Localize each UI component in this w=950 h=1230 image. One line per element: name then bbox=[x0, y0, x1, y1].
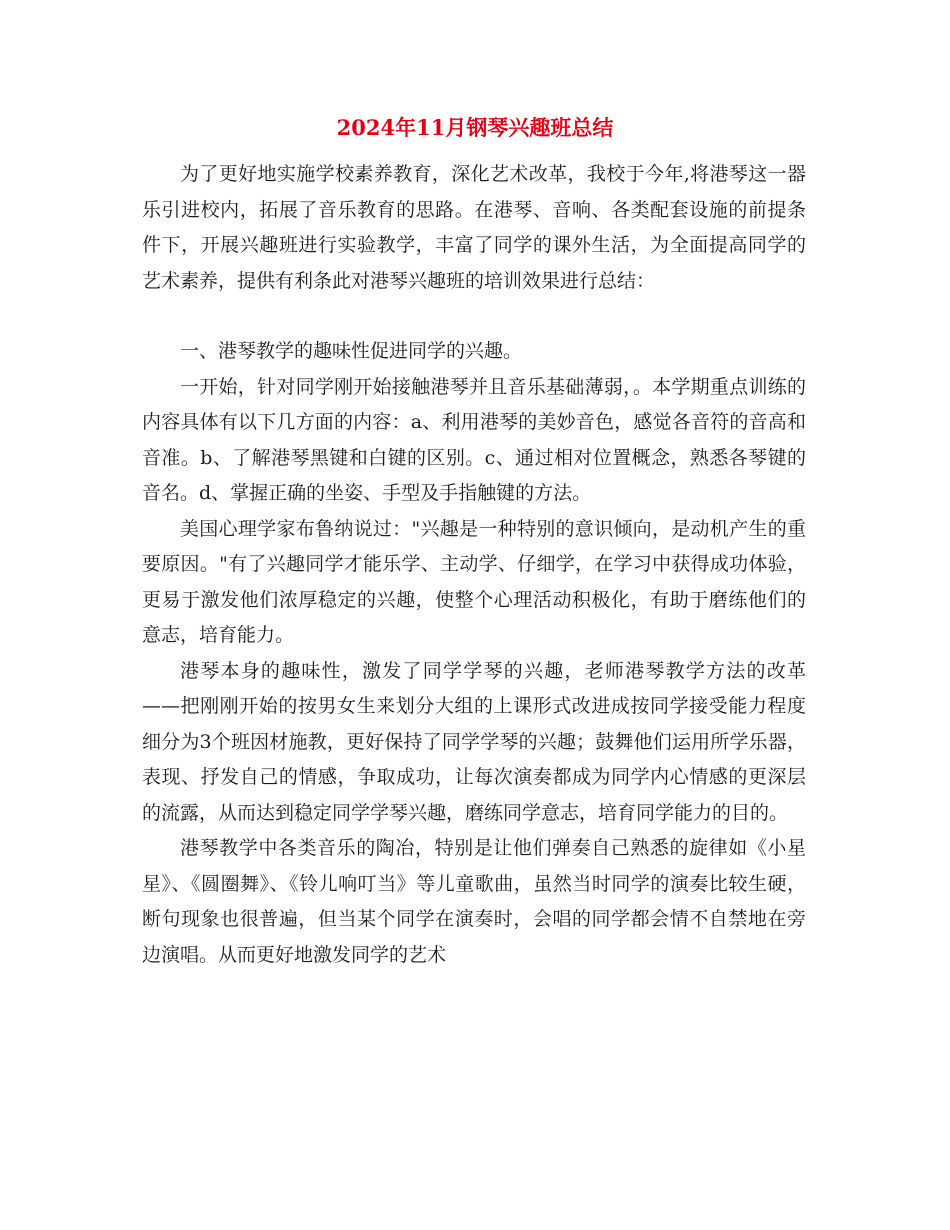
paragraph-bruner-quote: 美国心理学家布鲁纳说过："兴趣是一种特别的意识倾向，是动机产生的重要原因。"有了兴趣同学才能乐学、主动学、仔细学，在学习中获得成功体验，更易于激发他们浓厚稳定的兴趣，使整个心理活动积极化，有助于磨练他们的意志，培育能力。 bbox=[142, 517, 806, 646]
document-body bbox=[142, 157, 806, 973]
paragraph-teaching-reform: 港琴本身的趣味性，激发了同学学琴的兴趣，老师港琴教学方法的改革——把刚刚开始的按男女生来划分大组的上课形式改进成按同学接受能力程度细分为3个班因材施教，更好保持了同学学琴的兴趣；鼓舞他们运用所学乐器，表现、抒发自己的情感，争取成功，让每次演奏都成为同学内心情感的更深层的流露，从而达到稳定同学学琴兴趣，磨练同学意志，培育同学能力的目的。 bbox=[142, 659, 806, 824]
paragraph-training-content: 一开始，针对同学刚开始接触港琴并且音乐基础薄弱，。本学期重点训练的内容具体有以下几方面的内容：a、利用港琴的美妙音色，感觉各音符的音高和音准。b、了解港琴黑键和白键的区别。c、通过相对位置概念，熟悉各琴键的音名。d、掌握正确的坐姿、手型及手指触键的方法。 bbox=[142, 375, 806, 504]
document-title: 2024年11月钢琴兴趣班总结 bbox=[336, 115, 614, 140]
paragraph-music-cultivation: 港琴教学中各类音乐的陶冶，特别是让他们弹奏自己熟悉的旋律如《小星星》、《圆圈舞》、《铃儿响叮当》等儿童歌曲，虽然当时同学的演奏比较生硬，断句现象也很普遍，但当某个同学在演奏时，会唱的同学都会情不自禁地在旁边演唱。从而更好地激发同学的艺术 bbox=[142, 837, 806, 966]
paragraph-intro: 为了更好地实施学校素养教育，深化艺术改革，我校于今年,将港琴这一器乐引进校内，拓展了音乐教育的思路。在港琴、音响、各类配套设施的前提条件下，开展兴趣班进行实验教学，丰富了同学的课外生活，为全面提高同学的艺术素养，提供有利条此对港琴兴趣班的培训效果进行总结： bbox=[142, 163, 806, 292]
section-heading-1: 一、港琴教学的趣味性促进同学的兴趣。 bbox=[180, 340, 523, 362]
